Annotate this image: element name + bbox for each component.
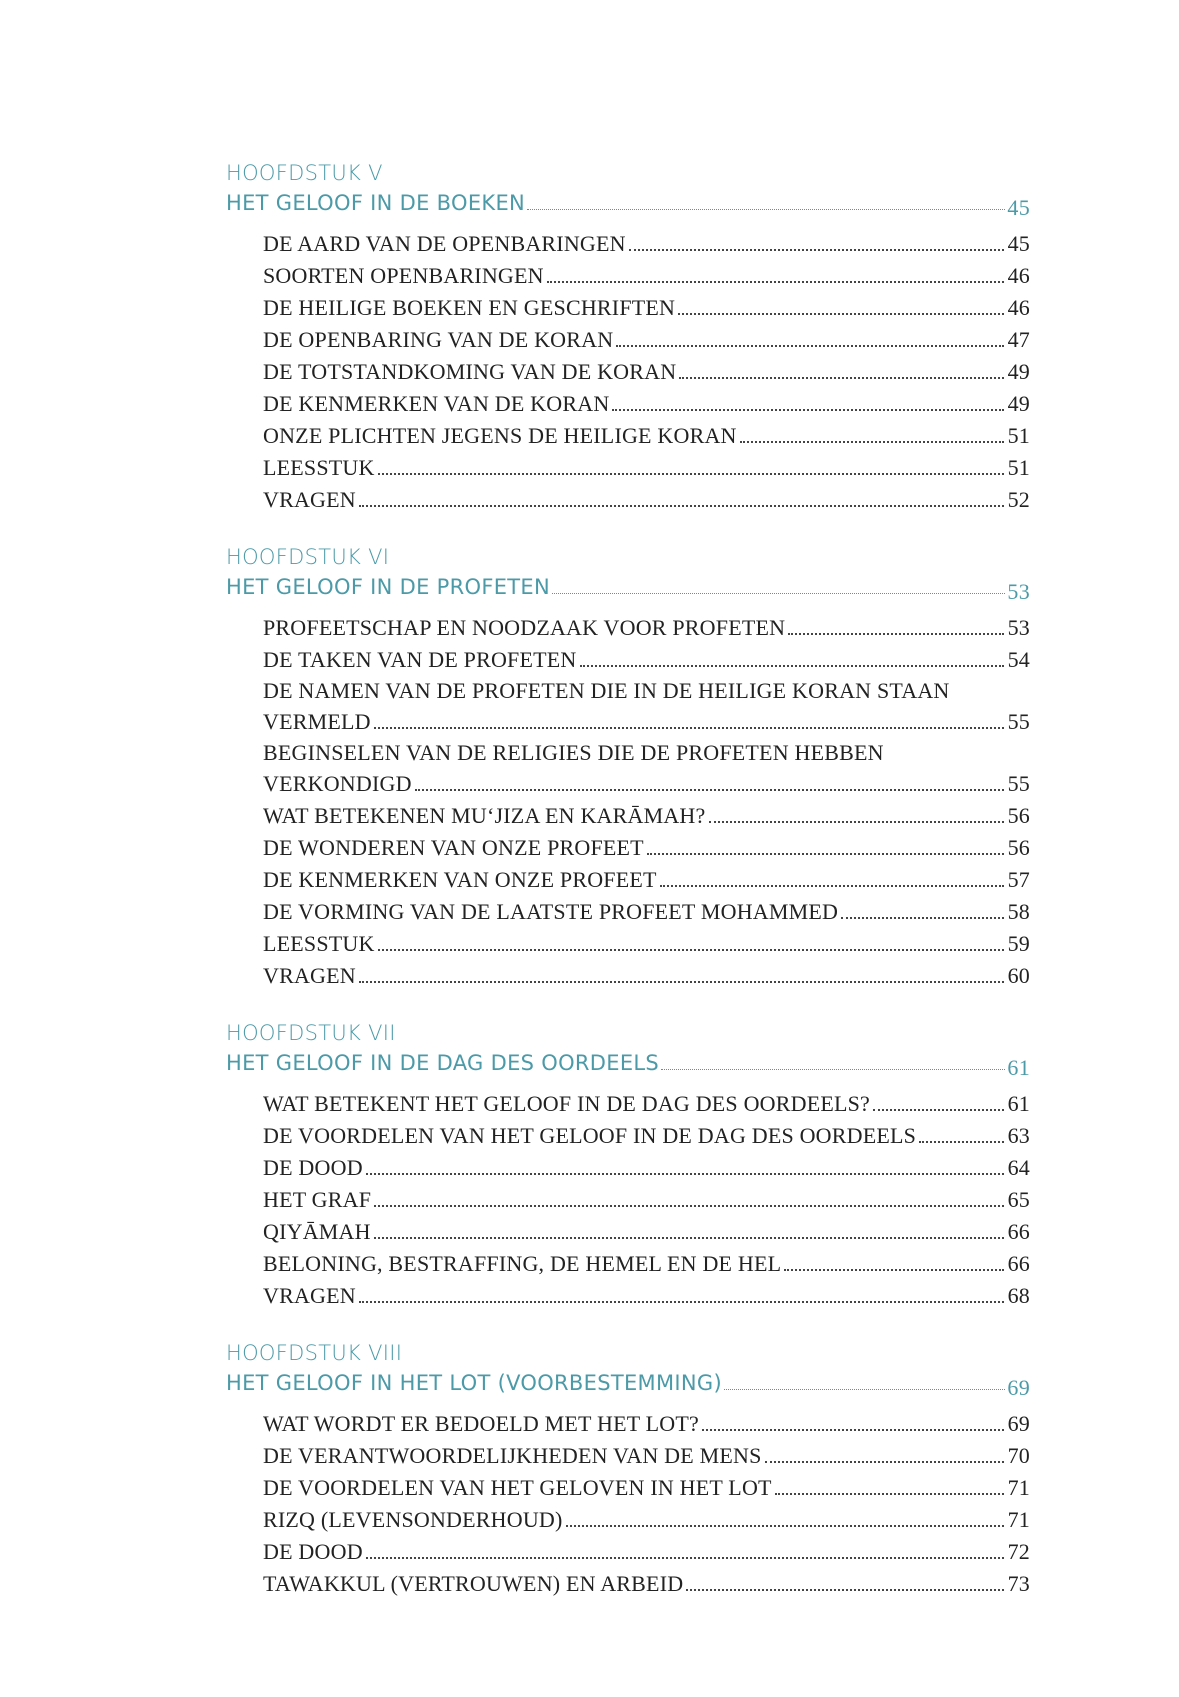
- chapter-page-number: 45: [1007, 195, 1030, 220]
- toc-entry[interactable]: [263, 1184, 1030, 1216]
- entry-title: ONZE PLICHTEN JEGENS DE HEILIGE KORAN: [263, 423, 737, 448]
- entry-page-number: 51: [1007, 455, 1030, 480]
- toc-entry[interactable]: [263, 644, 1030, 676]
- entry-row: [263, 260, 1030, 292]
- entry-page-number: 46: [1007, 295, 1030, 320]
- entry-page-number: 65: [1007, 1187, 1030, 1212]
- entry-page-number: 71: [1007, 1475, 1030, 1500]
- toc-entry[interactable]: [263, 1472, 1030, 1504]
- entry-title: DE VORMING VAN DE LAATSTE PROFEET MOHAMMED: [263, 899, 839, 924]
- entry-row: [263, 1184, 1030, 1216]
- entry-row: [263, 896, 1030, 928]
- chapter-label: HOOFDSTUK VII: [226, 1021, 396, 1045]
- dot-leader: [647, 853, 1004, 855]
- toc-entry[interactable]: [263, 738, 1030, 800]
- entry-title: VERKONDIGD: [263, 771, 412, 796]
- chapter-page-number: 69: [1007, 1375, 1030, 1400]
- dot-leader: [378, 473, 1004, 475]
- entry-page-number: 56: [1007, 835, 1030, 860]
- entry-page-number: 45: [1007, 231, 1030, 256]
- entry-title: VRAGEN: [263, 963, 356, 988]
- chapter-title-link[interactable]: [226, 1048, 1030, 1078]
- entry-title: DE TOTSTANDKOMING VAN DE KORAN: [263, 359, 677, 384]
- entry-page-number: 61: [1007, 1091, 1030, 1116]
- entry-row: [263, 832, 1030, 864]
- entry-page-number: 47: [1007, 327, 1030, 352]
- entry-row: [263, 324, 1030, 356]
- toc-entry[interactable]: [263, 1536, 1030, 1568]
- toc-entry[interactable]: [263, 928, 1030, 960]
- entry-page-number: 60: [1007, 963, 1030, 988]
- entry-title: DE HEILIGE BOEKEN EN GESCHRIFTEN: [263, 295, 676, 320]
- toc-entry[interactable]: [263, 864, 1030, 896]
- chapter-title-link[interactable]: [226, 1368, 1030, 1398]
- chapter-title: HET GELOOF IN HET LOT (VOORBESTEMMING): [226, 1371, 722, 1395]
- dot-leader: [359, 1301, 1004, 1303]
- entry-row: [263, 1536, 1030, 1568]
- dot-leader: [359, 981, 1004, 983]
- entry-row: [263, 1248, 1030, 1280]
- entry-row: [263, 1440, 1030, 1472]
- chapter-title-link[interactable]: [226, 572, 1030, 602]
- entry-row: [263, 228, 1030, 260]
- entry-row: [263, 356, 1030, 388]
- entry-title: RIZQ (LEVENSONDERHOUD): [263, 1507, 563, 1532]
- table-of-contents: [226, 158, 1030, 1626]
- dot-leader: [678, 313, 1004, 315]
- dot-leader: [784, 1269, 1004, 1271]
- toc-entry[interactable]: [263, 1280, 1030, 1312]
- toc-entry[interactable]: [263, 452, 1030, 484]
- entry-row: [263, 420, 1030, 452]
- entry-page-number: 71: [1007, 1507, 1030, 1532]
- dot-leader: [374, 1237, 1004, 1239]
- toc-entry[interactable]: [263, 896, 1030, 928]
- entry-title: VERMELD: [263, 709, 371, 734]
- entry-page-number: 70: [1007, 1443, 1030, 1468]
- entry-title: HET GRAF: [263, 1187, 372, 1212]
- entry-page-number: 63: [1007, 1123, 1030, 1148]
- dot-leader: [552, 593, 1005, 594]
- entry-page-number: 66: [1007, 1251, 1030, 1276]
- dot-leader: [374, 727, 1004, 729]
- entry-title: DE TAKEN VAN DE PROFETEN: [263, 647, 577, 672]
- chapter-section: [226, 1338, 1030, 1600]
- dot-leader: [724, 1389, 1005, 1390]
- entry-row: [263, 292, 1030, 324]
- entry-page-number: 73: [1007, 1571, 1030, 1596]
- chapter-label: HOOFDSTUK VIII: [226, 1341, 403, 1365]
- dot-leader: [709, 821, 1005, 823]
- toc-entry[interactable]: [263, 1088, 1030, 1120]
- toc-entry[interactable]: [263, 1216, 1030, 1248]
- entry-row: [263, 1568, 1030, 1600]
- dot-leader: [765, 1461, 1004, 1463]
- entry-title: SOORTEN OPENBARINGEN: [263, 263, 544, 288]
- dot-leader: [566, 1525, 1004, 1527]
- entry-row: [263, 612, 1030, 644]
- entry-page-number: 68: [1007, 1283, 1030, 1308]
- entry-row: [263, 1120, 1030, 1152]
- dot-leader: [616, 345, 1004, 347]
- entry-page-number: 49: [1007, 359, 1030, 384]
- chapter-title: HET GELOOF IN DE BOEKEN: [226, 191, 526, 215]
- entry-row: [263, 452, 1030, 484]
- entry-page-number: 57: [1007, 867, 1030, 892]
- entry-title: DE KENMERKEN VAN DE KORAN: [263, 391, 610, 416]
- entry-page-number: 64: [1007, 1155, 1030, 1180]
- toc-entry[interactable]: [263, 484, 1030, 516]
- chapter-title-link[interactable]: [226, 188, 1030, 218]
- chapter-title: HET GELOOF IN DE DAG DES OORDEELS: [226, 1051, 660, 1075]
- entry-title: WAT BETEKENT HET GELOOF IN DE DAG DES OORDEELS?: [263, 1091, 871, 1116]
- entry-page-number: 46: [1007, 263, 1030, 288]
- dot-leader: [415, 789, 1004, 791]
- chapter-section: [226, 1018, 1030, 1312]
- entry-row: [263, 1152, 1030, 1184]
- toc-entry[interactable]: [263, 420, 1030, 452]
- toc-entry[interactable]: [263, 228, 1030, 260]
- dot-leader: [686, 1589, 1004, 1591]
- dot-leader: [919, 1141, 1004, 1143]
- entry-title: DE WONDEREN VAN ONZE PROFEET: [263, 835, 644, 860]
- dot-leader: [366, 1173, 1004, 1175]
- toc-entry[interactable]: [263, 800, 1030, 832]
- toc-entry[interactable]: [263, 388, 1030, 420]
- entry-page-number: 53: [1007, 615, 1030, 640]
- entry-title: LEESSTUK: [263, 455, 375, 480]
- toc-entry[interactable]: [263, 676, 1030, 738]
- entry-title: QIYĀMAH: [263, 1219, 371, 1244]
- toc-entry[interactable]: [263, 1152, 1030, 1184]
- chapter-title: HET GELOOF IN DE PROFETEN: [226, 575, 550, 599]
- entry-row: [263, 960, 1030, 992]
- entry-page-number: 55: [1007, 709, 1030, 734]
- entry-page-number: 66: [1007, 1219, 1030, 1244]
- toc-entry[interactable]: [263, 1440, 1030, 1472]
- entry-page-number: 51: [1007, 423, 1030, 448]
- dot-leader: [788, 633, 1004, 635]
- entry-title: TAWAKKUL (VERTROUWEN) EN ARBEID: [263, 1571, 684, 1596]
- toc-entry[interactable]: [263, 356, 1030, 388]
- toc-entry[interactable]: [263, 1120, 1030, 1152]
- entry-title: VRAGEN: [263, 487, 356, 512]
- entry-page-number: 72: [1007, 1539, 1030, 1564]
- entry-page-number: 55: [1007, 771, 1030, 796]
- toc-entry[interactable]: [263, 324, 1030, 356]
- dot-leader: [527, 209, 1005, 210]
- entry-row: [263, 1408, 1030, 1440]
- entry-row: [263, 1216, 1030, 1248]
- entry-title: WAT BETEKENEN MU‘JIZA EN KARĀMAH?: [263, 803, 706, 828]
- entry-title: DE AARD VAN DE OPENBARINGEN: [263, 231, 626, 256]
- entry-page-number: 49: [1007, 391, 1030, 416]
- entry-list: [226, 1088, 1030, 1312]
- entry-page-number: 56: [1007, 803, 1030, 828]
- dot-leader: [580, 665, 1005, 667]
- entry-title: BELONING, BESTRAFFING, DE HEMEL EN DE HEL: [263, 1251, 782, 1276]
- entry-list: [226, 612, 1030, 992]
- dot-leader: [775, 1493, 1004, 1495]
- toc-entry[interactable]: [263, 612, 1030, 644]
- entry-list: [226, 228, 1030, 516]
- dot-leader: [547, 281, 1004, 283]
- dot-leader: [740, 441, 1004, 443]
- entry-row: [263, 388, 1030, 420]
- dot-leader: [873, 1109, 1004, 1111]
- entry-list: [226, 1408, 1030, 1600]
- entry-row: [263, 1504, 1030, 1536]
- dot-leader: [374, 1205, 1004, 1207]
- entry-row: [263, 928, 1030, 960]
- chapter-section: [226, 158, 1030, 516]
- chapter-label: HOOFDSTUK VI: [226, 545, 390, 569]
- entry-title: DE VOORDELEN VAN HET GELOVEN IN HET LOT: [263, 1475, 772, 1500]
- dot-leader: [378, 949, 1004, 951]
- entry-title: DE DOOD: [263, 1539, 363, 1564]
- toc-entry[interactable]: [263, 1248, 1030, 1280]
- toc-entry[interactable]: [263, 1504, 1030, 1536]
- dot-leader: [612, 409, 1004, 411]
- entry-row: [263, 644, 1030, 676]
- entry-row: [263, 706, 1030, 738]
- dot-leader: [679, 377, 1004, 379]
- chapter-label: HOOFDSTUK V: [226, 161, 383, 185]
- entry-title-first-line: BEGINSELEN VAN DE RELIGIES DIE DE PROFETEN HEBBEN: [263, 740, 884, 765]
- dot-leader: [359, 505, 1004, 507]
- dot-leader: [661, 1069, 1005, 1070]
- dot-leader: [702, 1429, 1004, 1431]
- toc-entry[interactable]: [263, 960, 1030, 992]
- entry-page-number: 52: [1007, 487, 1030, 512]
- toc-entry[interactable]: [263, 292, 1030, 324]
- entry-page-number: 58: [1007, 899, 1030, 924]
- entry-title: DE VERANTWOORDELIJKHEDEN VAN DE MENS: [263, 1443, 762, 1468]
- entry-row: [263, 1472, 1030, 1504]
- entry-title: DE KENMERKEN VAN ONZE PROFEET: [263, 867, 657, 892]
- entry-title: DE VOORDELEN VAN HET GELOOF IN DE DAG DES OORDEELS: [263, 1123, 917, 1148]
- entry-page-number: 54: [1007, 647, 1030, 672]
- entry-page-number: 59: [1007, 931, 1030, 956]
- entry-row: [263, 864, 1030, 896]
- toc-entry[interactable]: [263, 1568, 1030, 1600]
- dot-leader: [366, 1557, 1004, 1559]
- entry-title: WAT WORDT ER BEDOELD MET HET LOT?: [263, 1411, 699, 1436]
- entry-title-first-line: DE NAMEN VAN DE PROFETEN DIE IN DE HEILIGE KORAN STAAN: [263, 678, 950, 703]
- entry-row: [263, 1280, 1030, 1312]
- entry-page-number: 69: [1007, 1411, 1030, 1436]
- entry-title: DE OPENBARING VAN DE KORAN: [263, 327, 614, 352]
- entry-row: [263, 1088, 1030, 1120]
- toc-entry[interactable]: [263, 1408, 1030, 1440]
- entry-title: VRAGEN: [263, 1283, 356, 1308]
- toc-entry[interactable]: [263, 260, 1030, 292]
- entry-title: DE DOOD: [263, 1155, 363, 1180]
- dot-leader: [629, 249, 1004, 251]
- entry-title: LEESSTUK: [263, 931, 375, 956]
- toc-entry[interactable]: [263, 832, 1030, 864]
- entry-title: PROFEETSCHAP EN NOODZAAK VOOR PROFETEN: [263, 615, 786, 640]
- dot-leader: [660, 885, 1004, 887]
- chapter-section: [226, 542, 1030, 992]
- chapter-page-number: 61: [1007, 1055, 1030, 1080]
- entry-row: [263, 484, 1030, 516]
- dot-leader: [841, 917, 1004, 919]
- chapter-page-number: 53: [1007, 579, 1030, 604]
- entry-row: [263, 768, 1030, 800]
- entry-row: [263, 800, 1030, 832]
